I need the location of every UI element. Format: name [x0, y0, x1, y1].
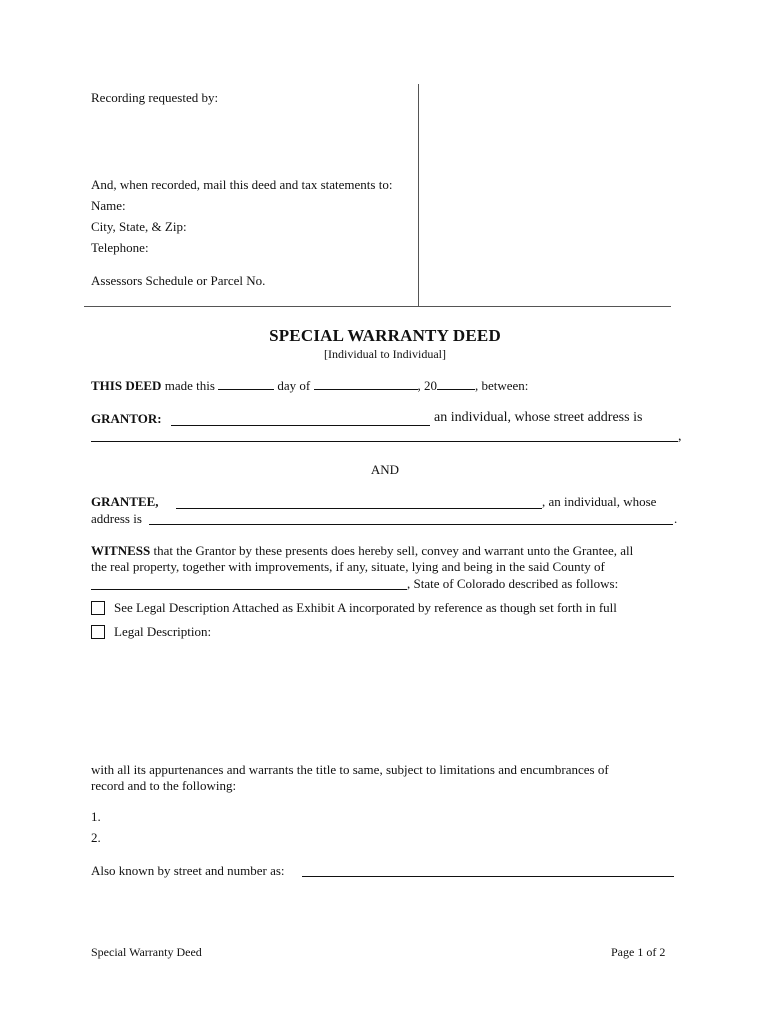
this-deed-label: THIS DEED — [91, 378, 162, 393]
list-item: 1. — [91, 809, 101, 824]
appurtenances-line-1: with all its appurtenances and warrants the title to same, subject to limitations and encumbrances of — [91, 762, 609, 777]
day-blank[interactable] — [218, 377, 274, 390]
header-horizontal-divider — [84, 306, 671, 307]
and-separator: AND — [370, 462, 400, 477]
street-address-blank[interactable] — [302, 876, 674, 877]
city-state-zip-label: City, State, & Zip: — [91, 219, 187, 234]
grantor-address-comma: , — [678, 429, 682, 444]
recording-requested-label: Recording requested by: — [91, 90, 219, 105]
year-blank[interactable] — [437, 377, 475, 390]
document-subtitle: [Individual to Individual] — [324, 347, 446, 361]
between-text: , between: — [475, 378, 529, 393]
grantor-address-blank[interactable] — [91, 441, 678, 442]
telephone-label: Telephone: — [91, 240, 149, 255]
grantee-suffix-text: , an individual, whose — [542, 494, 657, 509]
legal-description-checkbox[interactable] — [91, 625, 105, 639]
day-of-text: day of — [277, 378, 311, 393]
footer-page-number: Page 1 of 2 — [611, 945, 666, 959]
name-label: Name: — [91, 198, 126, 213]
witness-line-3: , State of Colorado described as follows: — [407, 576, 619, 591]
made-this-text: made this — [164, 378, 215, 393]
list-item: 2. — [91, 830, 101, 845]
exhibit-a-label: See Legal Description Attached as Exhibit A incorporated by reference as though set forth in full — [114, 600, 617, 615]
header-vertical-divider — [418, 84, 419, 306]
footer-doc-title: Special Warranty Deed — [91, 945, 202, 959]
parcel-label: Assessors Schedule or Parcel No. — [91, 273, 266, 288]
appurtenances-line-2: record and to the following: — [91, 778, 237, 793]
grantee-address-period: . — [674, 511, 678, 526]
grantee-name-blank[interactable] — [176, 508, 542, 509]
also-known-label: Also known by street and number as: — [91, 863, 285, 878]
month-blank[interactable] — [314, 377, 418, 390]
grantor-name-blank[interactable] — [171, 425, 430, 426]
year-prefix-text: , 20 — [417, 378, 437, 393]
county-blank[interactable] — [91, 589, 407, 590]
grantee-label: GRANTEE, — [91, 494, 159, 509]
grantor-suffix-text: an individual, whose street address is — [434, 410, 643, 425]
grantor-label: GRANTOR: — [91, 411, 162, 426]
witness-label: WITNESS — [91, 543, 151, 558]
witness-line-2: the real property, together with improvements, if any, situate, lying and being in the said County of — [91, 559, 605, 574]
witness-line-1: WITNESS that the Grantor by these presents does hereby sell, convey and warrant unto the Grantee, all — [91, 543, 634, 558]
deed-date-line — [91, 377, 528, 394]
legal-description-label: Legal Description: — [114, 624, 212, 639]
document-title: SPECIAL WARRANTY DEED — [269, 326, 501, 345]
exhibit-a-checkbox[interactable] — [91, 601, 105, 615]
grantee-address-label: address is — [91, 511, 142, 526]
grantee-address-blank[interactable] — [149, 524, 673, 525]
mail-to-label: And, when recorded, mail this deed and tax statements to: — [91, 177, 393, 192]
